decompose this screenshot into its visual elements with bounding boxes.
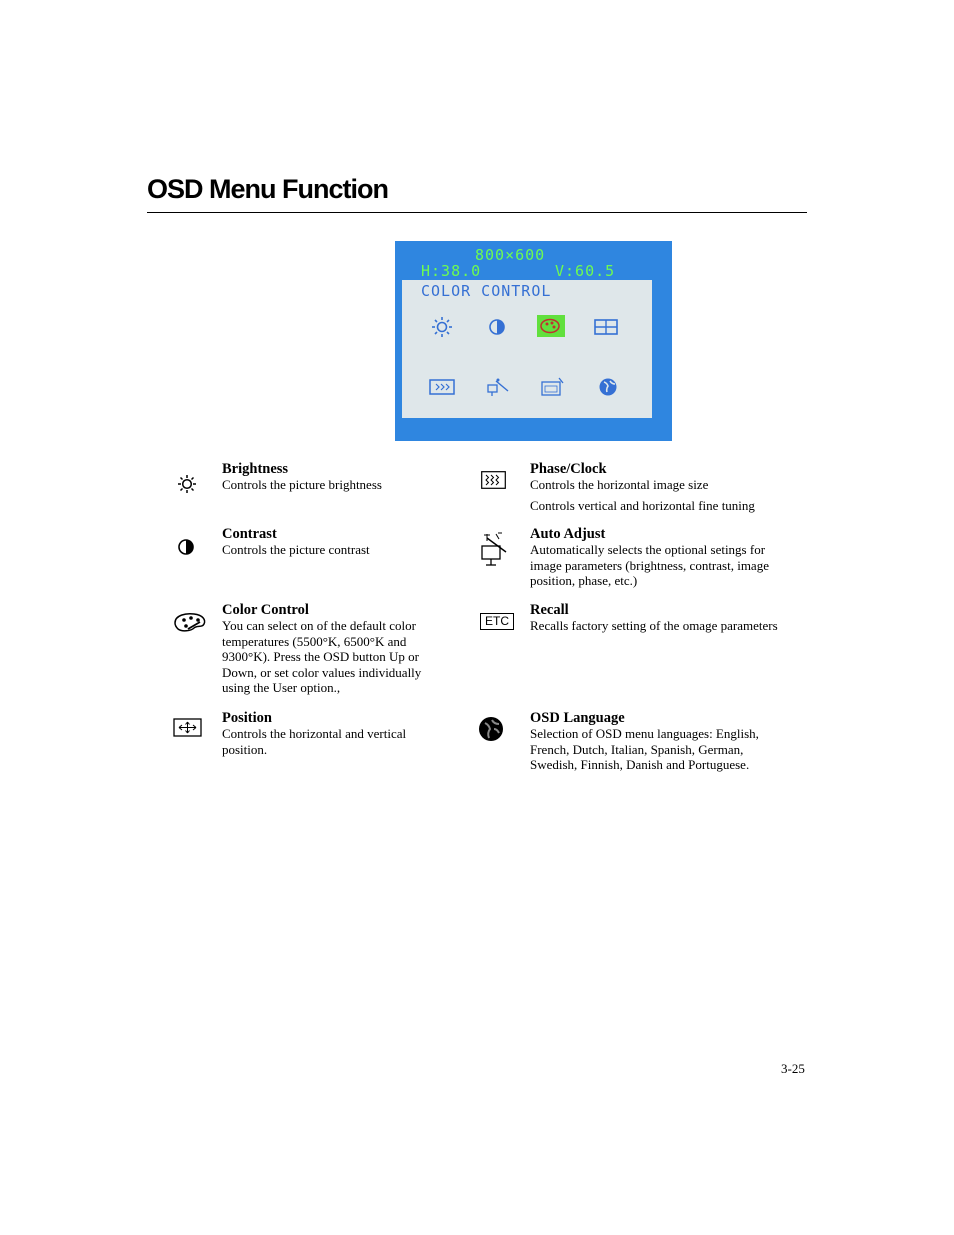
osd-color-control-icon [537, 315, 565, 337]
osd-language-icon [478, 716, 504, 742]
recall-title: Recall [530, 602, 569, 618]
position-item [222, 710, 406, 757]
brightness-title: Brightness [222, 461, 289, 477]
phase-clock-item [530, 461, 755, 513]
osd-language-item [530, 710, 759, 773]
color-control-desc-line: You can select on of the default color [222, 618, 416, 633]
color-control-desc-line: Down, or set color values individually [222, 664, 422, 680]
osd-h-frequency: H:38.0 [421, 262, 482, 280]
color-control-desc-line: 9300°K). Press the OSD button Up or [222, 649, 419, 664]
position-icon [173, 718, 202, 737]
color-control-desc-line: temperatures (5500°K, 6500°K and [222, 633, 407, 649]
recall-item [530, 602, 778, 634]
auto-adjust-title: Auto Adjust [530, 526, 606, 542]
auto-adjust-desc-line: position, phase, etc.) [530, 573, 638, 588]
osd-language-desc-line: Swedish, Finnish, Danish and Portuguese. [530, 757, 750, 772]
page-title: OSD Menu Function [147, 174, 388, 204]
recall-desc-line: Recalls factory setting of the omage parameters [530, 618, 778, 633]
color-control-desc-line: using the User option., [222, 680, 341, 695]
auto-adjust-desc-line: image parameters (brightness, contrast, image [530, 557, 769, 573]
position-desc-line: Controls the horizontal and vertical [222, 726, 407, 741]
osd-phase-clock-icon [429, 376, 455, 398]
color-control-title: Color Control [222, 602, 309, 618]
contrast-title: Contrast [222, 526, 277, 542]
phase-clock-icon [481, 471, 506, 489]
phase-clock-desc-extra: Controls vertical and horizontal fine tuning [530, 497, 755, 513]
osd-resolution: 800×600 [475, 246, 546, 264]
osd-language-title: OSD Language [530, 710, 625, 726]
osd-brightness-icon [429, 316, 455, 338]
recall-icon: ETC [480, 613, 514, 630]
auto-adjust-desc-line: Automatically selects the optional setings for [530, 542, 766, 557]
osd-auto-adjust-icon [484, 376, 510, 398]
osd-position-icon [593, 316, 619, 338]
osd-menu-panel [402, 280, 652, 418]
brightness-item [222, 461, 382, 493]
contrast-icon [177, 538, 195, 556]
position-desc-line: position. [222, 741, 268, 757]
phase-clock-desc-line: Controls the horizontal image size [530, 477, 709, 492]
auto-adjust-item [530, 526, 769, 589]
color-control-icon [172, 611, 208, 633]
phase-clock-title: Phase/Clock [530, 461, 607, 477]
brightness-desc-line: Controls the picture brightness [222, 477, 382, 492]
position-title: Position [222, 710, 272, 726]
auto-adjust-icon [478, 532, 510, 568]
osd-language-icon [595, 376, 621, 398]
page-number: 3-25 [781, 1061, 805, 1076]
osd-language-desc-line: Selection of OSD menu languages: English, [530, 726, 759, 741]
osd-menu-label: COLOR CONTROL [421, 282, 552, 300]
contrast-desc-line: Controls the picture contrast [222, 542, 370, 557]
osd-v-frequency: V:60.5 [555, 262, 616, 280]
title-divider [147, 212, 807, 213]
osd-contrast-icon [484, 316, 510, 338]
osd-language-desc-line: French, Dutch, Italian, Spanish, German, [530, 741, 744, 757]
brightness-icon [177, 474, 197, 494]
osd-screenshot [395, 241, 672, 441]
contrast-item [222, 526, 370, 558]
osd-recall-icon [539, 376, 565, 398]
color-control-item [222, 602, 421, 696]
